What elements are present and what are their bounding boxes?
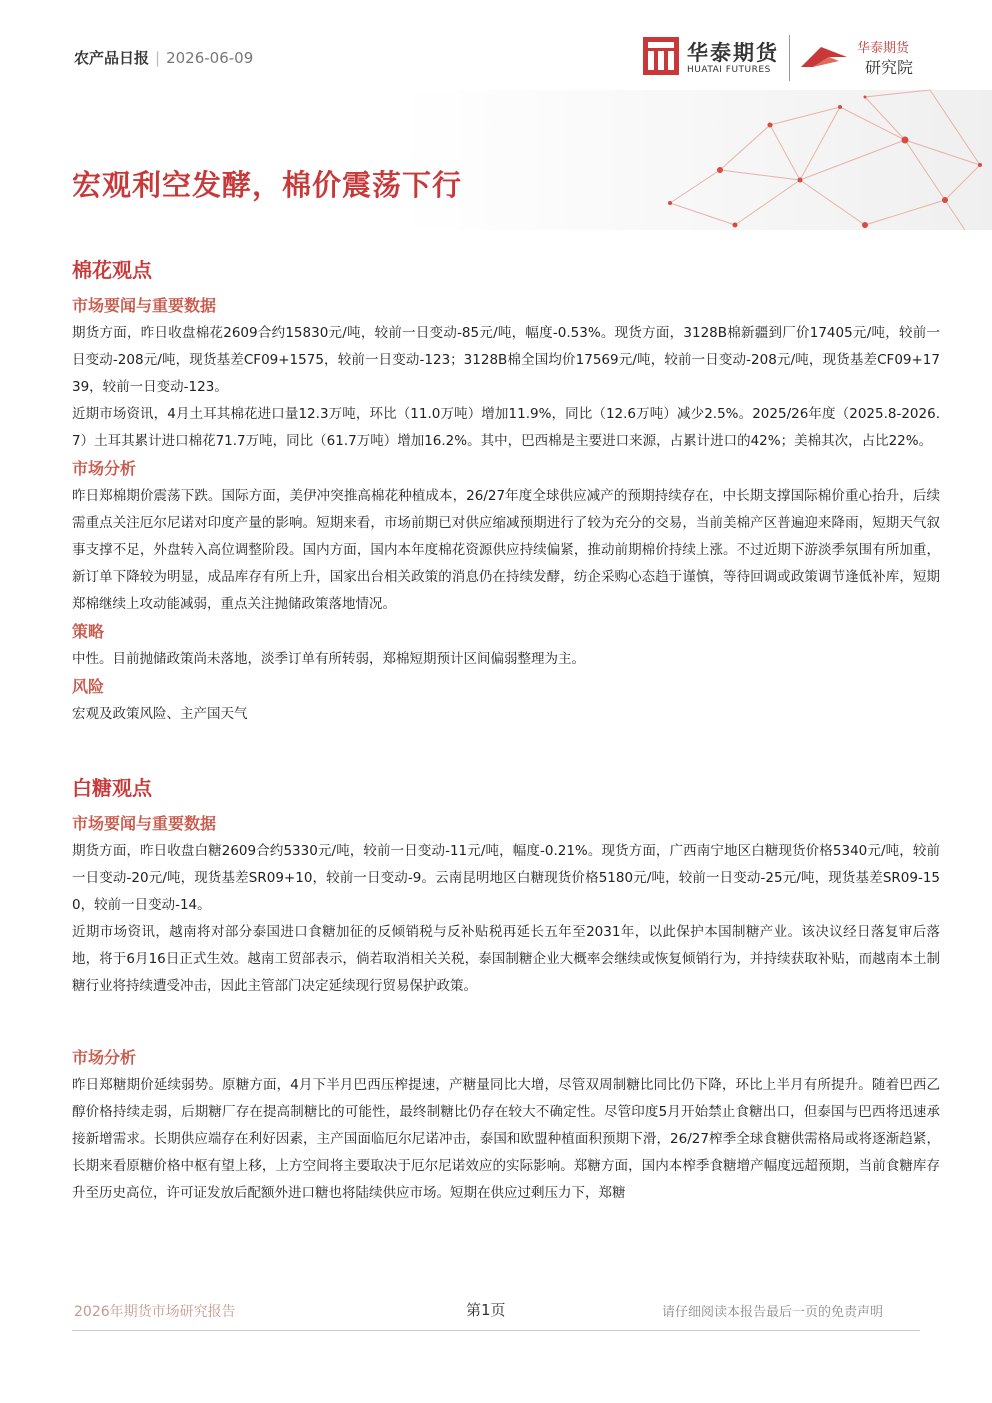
footer-report-name: 2026年期货市场研究报告 xyxy=(74,1304,236,1320)
footer-divider xyxy=(72,1330,920,1331)
huatai-logo-icon xyxy=(643,37,679,75)
institute-logo-icon xyxy=(799,39,849,71)
cotton-news-paragraph-2: 近期市场资讯，4月土耳其棉花进口量12.3万吨，环比（11.0万吨）增加11.9%，同比（12.6万吨）减少2.5%。2025/26年度（2025.8-2026.7）土耳其累计进口棉花71.7万吨，同比（61.7万吨）增加16.2%。其中，巴西棉是主要进口来源，占累计进口的42%；美棉其次，占比22%。 xyxy=(72,406,940,449)
sugar-analysis-heading: 市场分析 xyxy=(72,1048,137,1067)
cotton-strategy-paragraph: 中性。目前抛储政策尚未落地，淡季订单有所转弱，郑棉短期预计区间偏弱整理为主。 xyxy=(72,651,585,667)
sugar-news-heading: 市场要闻与重要数据 xyxy=(72,814,217,833)
paragraph-spacer xyxy=(72,1000,940,1044)
network-decoration xyxy=(560,85,992,235)
institute-line-1: 华泰期货 xyxy=(857,41,910,56)
header-separator: | xyxy=(155,49,161,67)
sugar-analysis-paragraph: 昨日郑糖期价延续弱势。原糖方面，4月下半月巴西压榨提速，产糖量同比大增，尽管双周制糖比同比仍下降，环比上半月有所提升。随着巴西乙醇价格持续走弱，后期糖厂存在提高制糖比的可能性，最终制糖比仍存在较大不确定性。尽管印度5月开始禁止食糖出口，但泰国与巴西将迅速承接新增需求。长期供应端存在利好因素，主产国面临厄尔尼诺冲击，泰国和欧盟种植面积预期下滑，26/27榨季全球食糖供需格局或将逐渐趋紧，长期来看原糖价格中枢有望上移，上方空间将主要取决于厄尔尼诺效应的实际影响。郑糖方面，国内本榨季食糖增产幅度远超预期，当前食糖库存升至历史高位，许可证发放后配额外进口糖也将陆续供应市场。短期在供应过剩压力下，郑糖 xyxy=(72,1077,940,1201)
company-logo xyxy=(643,33,943,83)
cotton-news-heading: 市场要闻与重要数据 xyxy=(72,296,217,315)
cotton-heading: 棉花观点 xyxy=(72,258,152,282)
section-spacer xyxy=(72,728,940,772)
sugar-news-paragraph-1: 期货方面，昨日收盘白糖2609合约5330元/吨，较前一日变动-11元/吨，幅度-0.21%。现货方面，广西南宁地区白糖现货价格5340元/吨，较前一日变动-20元/吨，现货基差SR09+10，较前一日变动-9。云南昆明地区白糖现货价格5180元/吨，较前一日变动-25元/吨，现货基差SR09-150，较前一日变动-14。 xyxy=(72,843,940,913)
report-title: 宏观利空发酵，棉价震荡下行 xyxy=(72,168,463,202)
report-type: 农产品日报 xyxy=(74,49,150,67)
cotton-analysis-paragraph: 昨日郑棉期价震荡下跌。国际方面，美伊冲突推高棉花种植成本，26/27年度全球供应减产的预期持续存在，中长期支撑国际棉价重心抬升，后续需重点关注厄尔尼诺对印度产量的影响。短期来看，市场前期已对供应缩减预期进行了较为充分的交易，当前美棉产区普遍迎来降雨，短期天气叙事支撑不足，外盘转入高位调整阶段。国内方面，国内本年度棉花资源供应持续偏紧，推动前期棉价持续上涨。不过近期下游淡季氛围有所加重，新订单下降较为明显，成品库存有所上升，国家出台相关政策的消息仍在持续发酵，纺企采购心态趋于谨慎，等待回调或政策调节逢低补库，短期郑棉继续上攻动能减弱，重点关注抛储政策落地情况。 xyxy=(72,488,940,612)
logo-divider xyxy=(789,35,790,81)
cotton-news-paragraph-1: 期货方面，昨日收盘棉花2609合约15830元/吨，较前一日变动-85元/吨，幅度-0.53%。现货方面，3128B棉新疆到厂价17405元/吨，较前一日变动-208元/吨，现货基差CF09+1575，较前一日变动-123；3128B棉全国均价17569元/吨，较前一日变动-208元/吨，现货基差CF09+1739，较前一日变动-123。 xyxy=(72,325,940,395)
sugar-news-paragraph-2: 近期市场资讯，越南将对部分泰国进口食糖加征的反倾销税与反补贴税再延长五年至2031年，以此保护本国制糖产业。该决议经日落复审后落地，将于6月16日正式生效。越南工贸部表示，倘若取消相关关税，泰国制糖企业大概率会继续或恢复倾销行为，并持续获取补贴，而越南本土制糖行业将持续遭受冲击，因此主管部门决定延续现行贸易保护政策。 xyxy=(72,924,940,994)
page-number: 第1页 xyxy=(466,1301,506,1319)
logo-english-name: HUATAI FUTURES xyxy=(687,65,771,75)
report-date: 2026-06-09 xyxy=(166,49,254,67)
sugar-section xyxy=(72,772,940,1207)
cotton-analysis-heading: 市场分析 xyxy=(72,459,137,478)
report-header xyxy=(74,47,253,68)
cotton-strategy-heading: 策略 xyxy=(72,622,105,641)
cotton-risk-paragraph: 宏观及政策风险、主产国天气 xyxy=(72,706,248,722)
sugar-heading: 白糖观点 xyxy=(72,776,152,800)
cotton-section xyxy=(72,254,940,728)
logo-chinese-name: 华泰期货 xyxy=(687,41,779,65)
report-body xyxy=(72,254,940,1207)
footer-disclaimer-note: 请仔细阅读本报告最后一页的免责声明 xyxy=(662,1305,884,1320)
cotton-risk-heading: 风险 xyxy=(72,677,105,696)
institute-line-2: 研究院 xyxy=(865,58,914,77)
